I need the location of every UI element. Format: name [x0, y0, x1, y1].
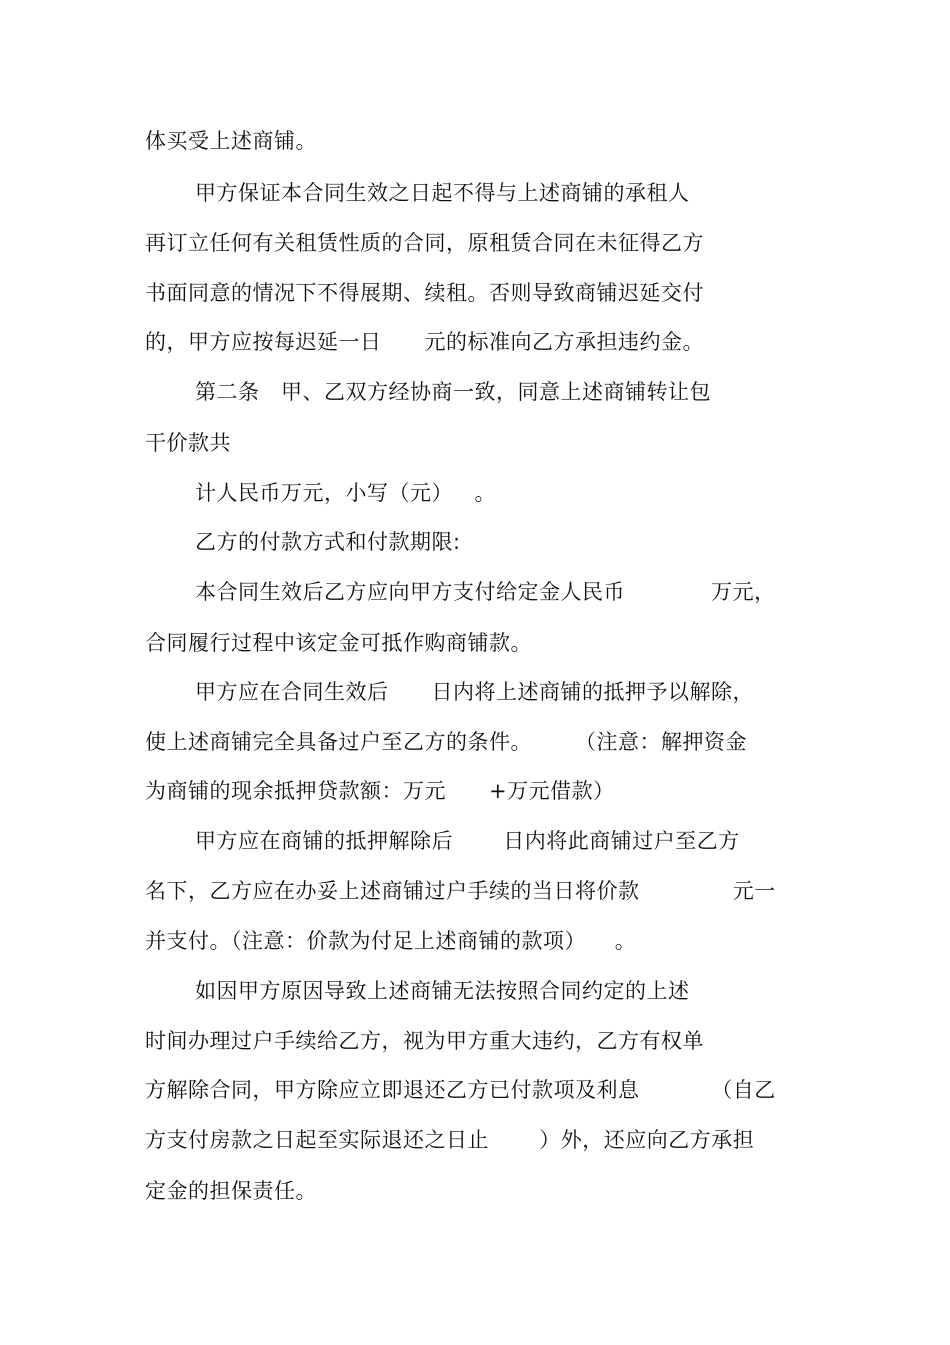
text-line: 方解除合同，甲方除应立即退还乙方已付款项及利息 （自乙: [145, 1078, 776, 1102]
text-line: 体买受上述商铺。: [145, 129, 317, 153]
text-line: 再订立任何有关租赁性质的合同，原租赁合同在未征得乙方: [145, 231, 704, 255]
text-line: 如因甲方原因导致上述商铺无法按照合同约定的上述: [195, 979, 690, 1003]
text-line: 干价款共: [145, 431, 231, 455]
text-line: 时间办理过户手续给乙方，视为甲方重大违约，乙方有权单: [145, 1029, 704, 1053]
text-line: 为商铺的现余抵押贷款额：万元 +万元借款）: [145, 779, 615, 803]
text-line: 书面同意的情况下不得展期、续租。否则导致商铺迟延交付: [145, 281, 704, 305]
text-line: 计人民币万元，小写（元） 。: [195, 481, 497, 505]
text-line: 使上述商铺完全具备过户至乙方的条件。 （注意：解押资金: [145, 730, 748, 754]
text-line: 本合同生效后乙方应向甲方支付给定金人民币 万元，: [195, 580, 776, 604]
text-line: 名下，乙方应在办妥上述商铺过户手续的当日将价款 元一: [145, 879, 776, 903]
text-line: 乙方的付款方式和付款期限:: [195, 530, 461, 554]
text-line: 甲方保证本合同生效之日起不得与上述商铺的承租人: [195, 181, 690, 205]
text-line: 甲方应在合同生效后 日内将上述商铺的抵押予以解除，: [195, 680, 755, 704]
text-line: 第二条 甲、乙双方经协商一致，同意上述商铺转让包: [195, 380, 712, 404]
text-line: 方支付房款之日起至实际退还之日止 ）外，还应向乙方承担: [145, 1128, 755, 1152]
text-line: 的，甲方应按每迟延一日 元的标准向乙方承担违约金。: [145, 330, 705, 354]
text-line: 甲方应在商铺的抵押解除后 日内将此商铺过户至乙方: [195, 829, 740, 853]
text-line: 定金的担保责任。: [145, 1179, 317, 1203]
text-line: 合同履行过程中该定金可抵作购商铺款。: [145, 631, 532, 655]
text-line: 并支付。（注意：价款为付足上述商铺的款项） 。: [145, 929, 637, 953]
